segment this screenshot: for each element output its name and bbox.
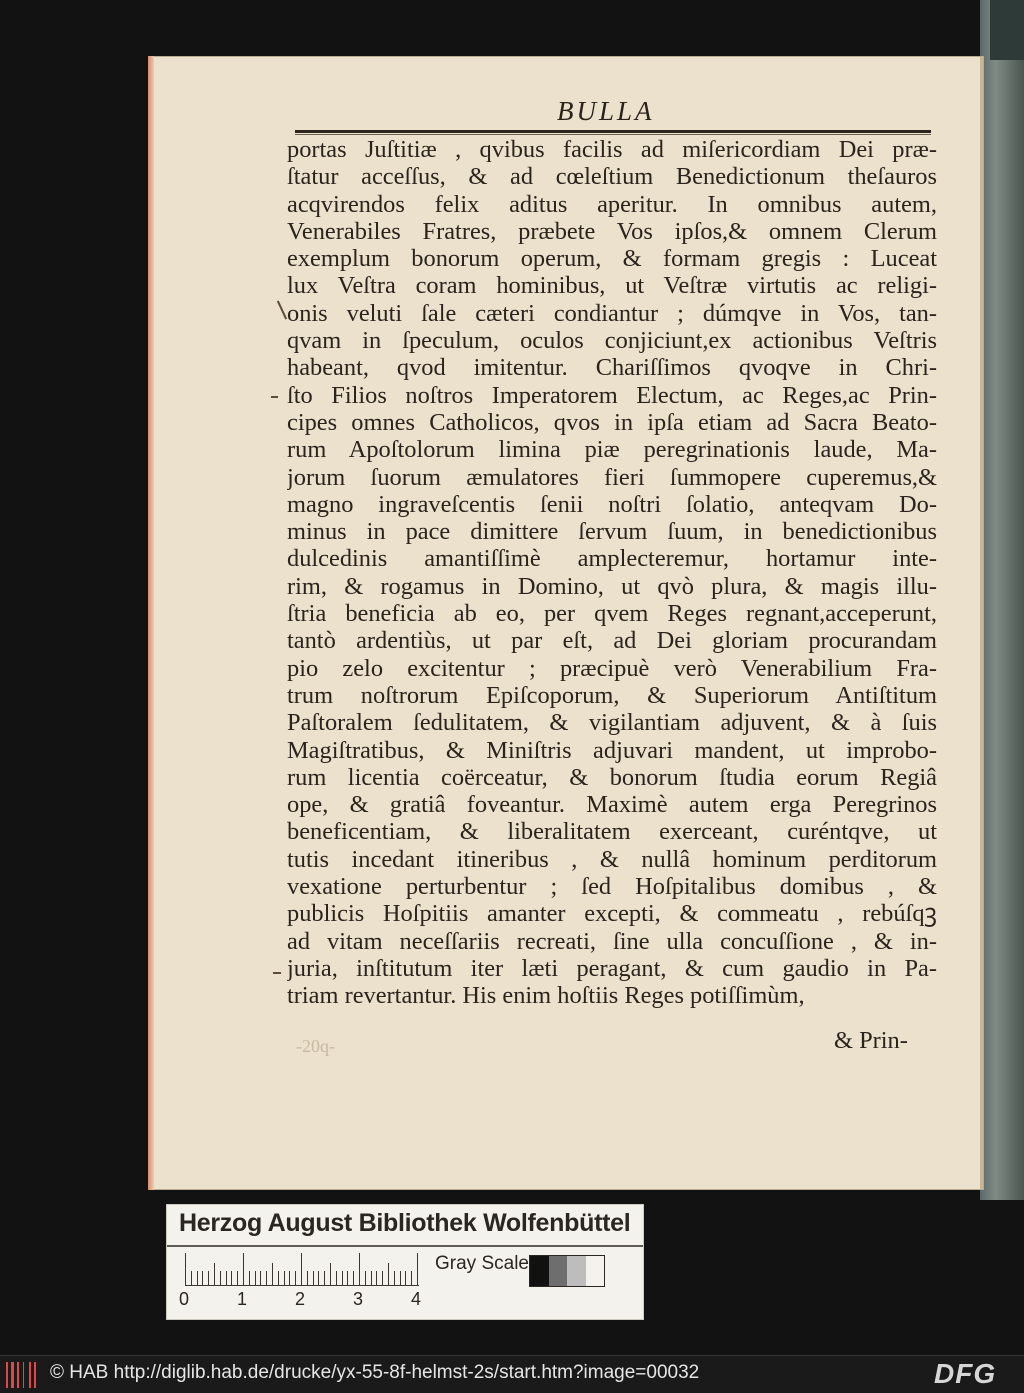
barcode-bar: [6, 1362, 8, 1388]
barcode-bar: [29, 1362, 31, 1388]
text-line: ſtatur acceſſus, & ad cœleſtium Benedictionum theſauros: [287, 163, 937, 191]
ruler-tick: [249, 1271, 250, 1285]
ruler-tick: [266, 1271, 267, 1285]
text-line: ope, & gratiâ foveantur. Maximè autem erga Peregrinos: [287, 791, 937, 819]
text-line: qvam in ſpeculum, oculos conjiciunt,ex actionibus Veſtris: [287, 327, 937, 355]
ruler-tick: [324, 1271, 325, 1285]
ruler-tick: [342, 1271, 343, 1285]
library-name: Herzog August Bibliothek Wolfenbüttel: [179, 1209, 631, 1237]
ruler-tick: [376, 1271, 377, 1285]
ruler-tick: [289, 1271, 290, 1285]
ruler-numbers: [179, 1289, 429, 1313]
text-line: cipes omnes Catholicos, qvos in ipſa etiam ad Sacra Beato-: [287, 408, 937, 436]
text-line: publicis Hoſpitiis amanter excepti, & commeatu , rebúſqꝫ: [287, 900, 937, 928]
ruler-tick: [220, 1271, 221, 1285]
ruler-tick: [284, 1271, 285, 1285]
ruler-tick: [365, 1271, 366, 1285]
text-line: exemplum bonorum operum, & formam gregis : Luceat: [287, 245, 937, 273]
ruler-tick: [260, 1271, 261, 1285]
ruler-tick: [243, 1253, 244, 1285]
ruler-tick: [330, 1263, 331, 1285]
ruler-number: 3: [353, 1289, 364, 1309]
ruler-tick: [272, 1263, 273, 1285]
barcode-bar: [23, 1362, 24, 1388]
ruler-tick: [388, 1263, 389, 1285]
text-line: triam revertantur. His enim hoſtiis Reges potiſſimùm,: [287, 982, 805, 1010]
barcode-bar: [34, 1362, 36, 1388]
ruler-tick: [197, 1271, 198, 1285]
ruler-tick: [353, 1271, 354, 1285]
ruler-tick: [394, 1271, 395, 1285]
text-line: portas Juſtitiæ , qvibus facilis ad miſericordiam Dei præ-: [287, 136, 937, 163]
ruler-number: 2: [295, 1289, 306, 1309]
ruler-tick: [359, 1253, 360, 1285]
ruler-tick: [191, 1271, 192, 1285]
ruler-tick: [411, 1271, 412, 1285]
ruler-tick: [400, 1271, 401, 1285]
ruler-tick: [318, 1271, 319, 1285]
text-line: Paſtoralem ſedulitatem, & vigilantiam adjuvent, & à ſuis: [287, 709, 937, 737]
ruler-tick: [295, 1271, 296, 1285]
ruler-tick: [417, 1253, 418, 1285]
text-line: rim, & rogamus in Domino, ut qvò plura, & magis illu-: [287, 572, 937, 600]
text-line: rum Apoſtolorum limina piæ peregrinationis laude, Ma-: [287, 436, 937, 464]
ruler-tick: [185, 1253, 186, 1285]
text-line: magno ingraveſcentis ſenii noſtri ſolatio, anteqvam Do-: [287, 490, 937, 518]
header-rule-thin: [295, 134, 931, 135]
gray-swatch: [567, 1256, 586, 1286]
margin-mark: [271, 396, 278, 398]
text-line: acqvirendos felix aditus aperitur. In omnibus autem,: [287, 190, 937, 218]
dfg-logo: DFG: [934, 1358, 997, 1389]
ruler-tick: [226, 1271, 227, 1285]
text-line: Venerabiles Fratres, præbete Vos ipſos,& omnem Clerum: [287, 217, 937, 245]
ruler-tick: [202, 1271, 203, 1285]
barcode-bar: [11, 1362, 14, 1388]
ruler-number: 4: [411, 1289, 422, 1309]
text-line: tantò ardentiùs, ut par eſt, ad Dei gloriam procurandam: [287, 627, 937, 655]
ruler-tick: [231, 1271, 232, 1285]
barcode-icon: [6, 1362, 46, 1388]
ruler-tick: [371, 1271, 372, 1285]
ruler-tick: [214, 1263, 215, 1285]
text-line: ſtria beneficia ab eo, per qvem Reges regnant,acceperunt,: [287, 600, 937, 628]
text-line: juria, inſtitutum iter læti peragant, & cum gaudio in Pa-: [287, 954, 937, 982]
text-line: pio zelo excitentur ; præcipuè verò Venerabilium Fra-: [287, 654, 937, 682]
label-divider: [167, 1245, 643, 1247]
text-line: ſto Filios noſtros Imperatorem Electum, ac Reges,ac Prin-: [287, 381, 937, 409]
ruler-baseline: [185, 1285, 419, 1286]
book-edge: [980, 0, 1024, 1200]
page-edge: [148, 56, 154, 1190]
ruler-tick: [307, 1271, 308, 1285]
ruler-tick: [208, 1271, 209, 1285]
text-line: tutis incedant itineribus , & nullâ hominum perditorum: [287, 845, 937, 873]
ruler-tick: [347, 1271, 348, 1285]
gray-swatch: [586, 1256, 605, 1286]
header-rule: [295, 130, 931, 133]
page-header: [295, 96, 935, 132]
text-line: habeant, qvod imitentur. Chariſſimos qvoqve in Chri-: [287, 354, 937, 382]
ruler-tick: [313, 1271, 314, 1285]
barcode-bar: [17, 1362, 19, 1388]
body-text: [287, 136, 937, 1010]
copyright-url[interactable]: © HAB http://diglib.hab.de/drucke/yx-55-8f-helmst-2s/start.htm?image=00032: [50, 1362, 700, 1383]
text-line: onis veluti ſale cæteri condiantur ; dúmqve in Vos, tan-: [287, 299, 937, 327]
text-line: jorum ſuorum æmulatores fieri ſummopere cuperemus,&: [287, 463, 937, 491]
text-line: Magiſtratibus, & Miniſtris adjuvari mandent, ut improbo-: [287, 736, 937, 764]
ruler-tick: [405, 1271, 406, 1285]
library-label: [166, 1204, 644, 1320]
gray-scale-swatches: [529, 1255, 605, 1287]
faint-signature: -20q-: [296, 1036, 335, 1056]
ruler-tick: [301, 1253, 302, 1285]
margin-mark: [273, 972, 281, 974]
text-line: lux Veſtra coram hominibus, ut Veſtræ virtutis ac religi-: [287, 272, 937, 300]
catchword: & Prin-: [834, 1027, 908, 1054]
scale-ruler: [185, 1253, 419, 1289]
gray-swatch: [530, 1256, 549, 1286]
text-line: vexatione perturbentur ; ſed Hoſpitalibus domibus , &: [287, 873, 937, 901]
text-line: rum licentia coërceatur, & bonorum ſtudia eorum Regiâ: [287, 763, 937, 791]
ruler-tick: [255, 1271, 256, 1285]
ruler-number: 1: [237, 1289, 248, 1309]
text-line: beneficentiam, & liberalitatem exerceant, curéntqve, ut: [287, 818, 937, 846]
running-title: BULLA: [557, 96, 655, 126]
ruler-tick: [382, 1271, 383, 1285]
text-line: ad vitam neceſſariis recreati, ſine ulla concuſſione , & in-: [287, 927, 937, 955]
book-edge-shadow: [990, 0, 1024, 60]
text-line: trum noſtrorum Epiſcoporum, & Superiorum Antiſtitum: [287, 681, 937, 709]
ruler-tick: [237, 1271, 238, 1285]
text-line: minus in pace dimittere ſervum ſuum, in benedictionibus: [287, 518, 937, 546]
ruler-tick: [278, 1271, 279, 1285]
text-line: dulcedinis amantiſſimè amplecteremur, hortamur inte-: [287, 545, 937, 573]
ruler-tick: [336, 1271, 337, 1285]
gray-scale-label: Gray Scale: [435, 1253, 529, 1274]
viewer-footer: [0, 1355, 1024, 1393]
gray-swatch: [549, 1256, 568, 1286]
ruler-number: 0: [179, 1289, 190, 1309]
